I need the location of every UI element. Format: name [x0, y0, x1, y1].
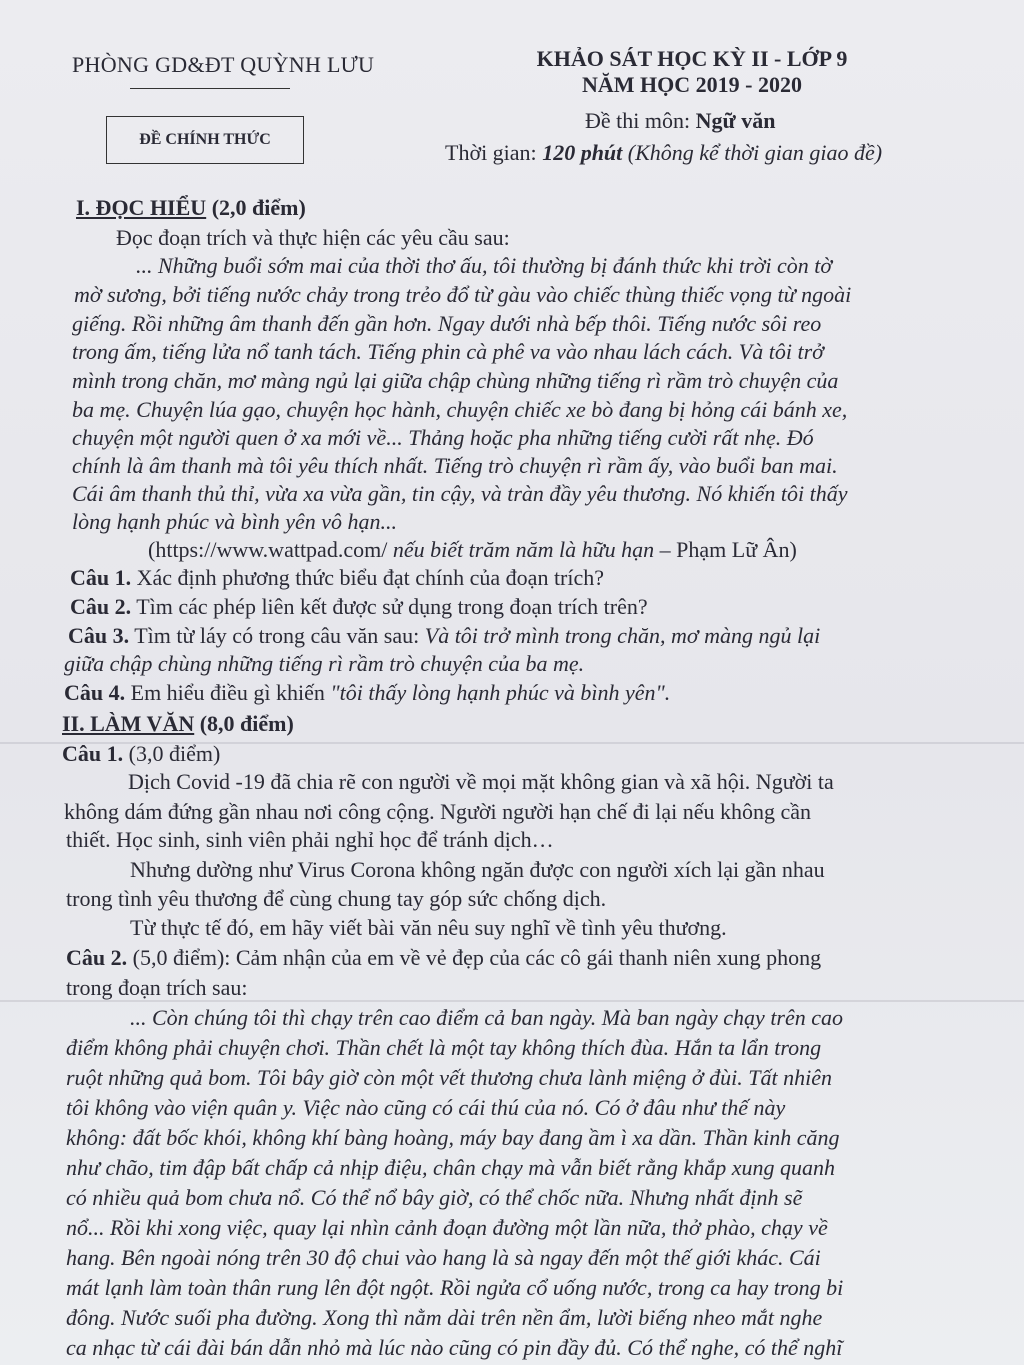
question-3-quote-cont: giữa chập chùng những tiếng rì rầm trò chuyện của ba mẹ.	[64, 651, 585, 676]
passage1-line: chuyện một người quen ở xa mới về... Thảng hoặc pha những tiếng cười rất nhẹ. Đó	[72, 425, 814, 450]
exam-title: KHẢO SÁT HỌC KỲ II - LỚP 9	[536, 46, 848, 71]
passage1-line: mờ sương, bởi tiếng nước chảy trong trẻo đổ từ gàu vào chiếc thùng thiếc vọng từ ngoài	[74, 282, 852, 307]
passage2-line: ruột những quả bom. Tôi bây giờ còn một vết thương chưa lành miệng ở đùi. Tất nhiên	[66, 1065, 833, 1090]
passage2-line: đông. Nước suối pha đường. Xong thì nằm dài trên nền ẩm, lười biếng nheo mắt nghe	[66, 1305, 823, 1330]
essay-1-line: thiết. Học sinh, sinh viên phải nghỉ học để tránh dịch…	[66, 827, 554, 852]
essay-1-line: trong tình yêu thương để cùng chung tay góp sức chống dịch.	[66, 886, 607, 911]
passage2-line: mát lạnh làm toàn thân rung lên đột ngột. Rồi ngửa cổ uống nước, trong ca hay trong bi	[66, 1275, 844, 1300]
passage1-line: mình trong chăn, mơ màng ngủ lại giữa chập chùng những tiếng rì rầm trò chuyện của	[72, 368, 839, 393]
time-value: 120 phút	[542, 140, 623, 165]
passage2-line: có nhiều quả bom chưa nổ. Có thể nổ bây giờ, có thể chốc nữa. Nhưng nhất định sẽ	[66, 1185, 803, 1210]
passage2-line: điểm không phải chuyện chơi. Thần chết là một tay không thích đùa. Hắn ta lẩn trong	[66, 1035, 822, 1060]
school-year: NĂM HỌC 2019 - 2020	[582, 72, 802, 97]
passage1-line: lòng hạnh phúc và bình yên vô hạn...	[72, 509, 398, 534]
part1-instruction: Đọc đoạn trích và thực hiện các yêu cầu sau:	[116, 225, 510, 250]
question-4: Câu 4. Em hiểu điều gì khiến "tôi thấy lòng hạnh phúc và bình yên".	[64, 680, 671, 705]
passage2-line: hang. Bên ngoài nóng trên 30 độ chui vào hang là sà ngay đến một thế giới khác. Cái	[66, 1245, 821, 1270]
passage1-line: ba mẹ. Chuyện lúa gạo, chuyện học hành, chuyện chiếc xe bò đang bị hỏng cái bánh xe,	[72, 397, 848, 422]
passage2-line: không: đất bốc khói, không khí bàng hoàng, máy bay đang ầm ì xa dần. Thần kinh căng	[66, 1125, 840, 1150]
passage1-line: Cái âm thanh thủ thỉ, vừa xa vừa gần, tin cậy, và tràn đầy yêu thương. Nó khiến tôi thấy	[72, 481, 848, 506]
question-1: Câu 1. Xác định phương thức biểu đạt chính của đoạn trích?	[70, 565, 605, 590]
part1-heading: I. ĐỌC HIỂU (2,0 điểm)	[76, 195, 306, 220]
passage1-line: ... Những buổi sớm mai của thời thơ ấu, tôi thường bị đánh thức khi trời còn tờ	[136, 253, 833, 278]
passage2-line: ca nhạc từ cái đài bán dẫn nhỏ mà lúc nào cũng có pin đầy đủ. Có thể nghe, có thể nghĩ	[66, 1335, 843, 1360]
essay-1-line: Từ thực tế đó, em hãy viết bài văn nêu suy nghĩ về tình yêu thương.	[130, 915, 727, 940]
department-underline	[130, 88, 290, 89]
essay-1-line: không dám đứng gần nhau nơi công cộng. Người người hạn chế đi lại nếu không cần	[64, 799, 812, 824]
essay-1-line: Nhưng dường như Virus Corona không ngăn được con người xích lại gần nhau	[130, 857, 825, 882]
passage2-line: như chão, tim đập bất chấp cả nhịp điệu, chân chạy mà vẫn biết rằng khắp xung quanh	[66, 1155, 836, 1180]
passage1-line: giếng. Rồi những âm thanh đến gần hơn. Ngay dưới nhà bếp thôi. Tiếng nước sôi reo	[72, 311, 822, 336]
time-line: Thời gian: 120 phút (Không kể thời gian giao đề)	[445, 140, 883, 165]
passage2-line: ... Còn chúng tôi thì chạy trên cao điểm cả ban ngày. Mà ban ngày chạy trên cao	[130, 1005, 844, 1030]
essay-1-line: Dịch Covid -19 đã chia rẽ con người về mọi mặt không gian và xã hội. Người ta	[128, 769, 834, 794]
essay-2-heading: Câu 2. (5,0 điểm): Cảm nhận của em về vẻ đẹp của các cô gái thanh niên xung phong	[66, 945, 822, 970]
official-label: ĐỀ CHÍNH THỨC	[139, 131, 271, 148]
passage2-line: tôi không vào viện quân y. Việc nào cũng có cái thú của nó. Có ở đâu như thế này	[66, 1095, 786, 1120]
passage1-line: chính là âm thanh mà tôi yêu thích nhất. Tiếng trò chuyện rì rầm ấy, vào buổi ban mai.	[72, 453, 838, 478]
question-2: Câu 2. Tìm các phép liên kết được sử dụng trong đoạn trích trên?	[70, 594, 648, 619]
passage2-line: nổ... Rồi khi xong việc, quay lại nhìn cảnh đoạn đường một lần nữa, thở phào, chạy về	[66, 1215, 828, 1240]
time-note: (Không kể thời gian giao đề)	[622, 140, 883, 165]
question-3: Câu 3. Tìm từ láy có trong câu văn sau: Và tôi trở mình trong chăn, mơ màng ngủ lại	[68, 623, 821, 648]
essay-1-heading: Câu 1. (3,0 điểm)	[62, 741, 221, 766]
passage1-line: trong ấm, tiếng lửa nổ tanh tách. Tiếng phin cà phê va vào nhau lách cách. Và tôi trở	[72, 339, 824, 364]
part2-heading: II. LÀM VĂN (8,0 điểm)	[62, 711, 294, 736]
official-stamp-box	[106, 116, 304, 164]
essay-2-heading-cont: trong đoạn trích sau:	[66, 975, 248, 1000]
department-name: PHÒNG GD&ĐT QUỲNH LƯU	[72, 52, 375, 77]
subject-line: Đề thi môn: Ngữ văn	[585, 108, 776, 133]
passage1-source: (https://www.wattpad.com/ nếu biết trăm năm là hữu hạn – Phạm Lữ Ân)	[148, 537, 797, 562]
subject-name: Ngữ văn	[695, 108, 776, 133]
